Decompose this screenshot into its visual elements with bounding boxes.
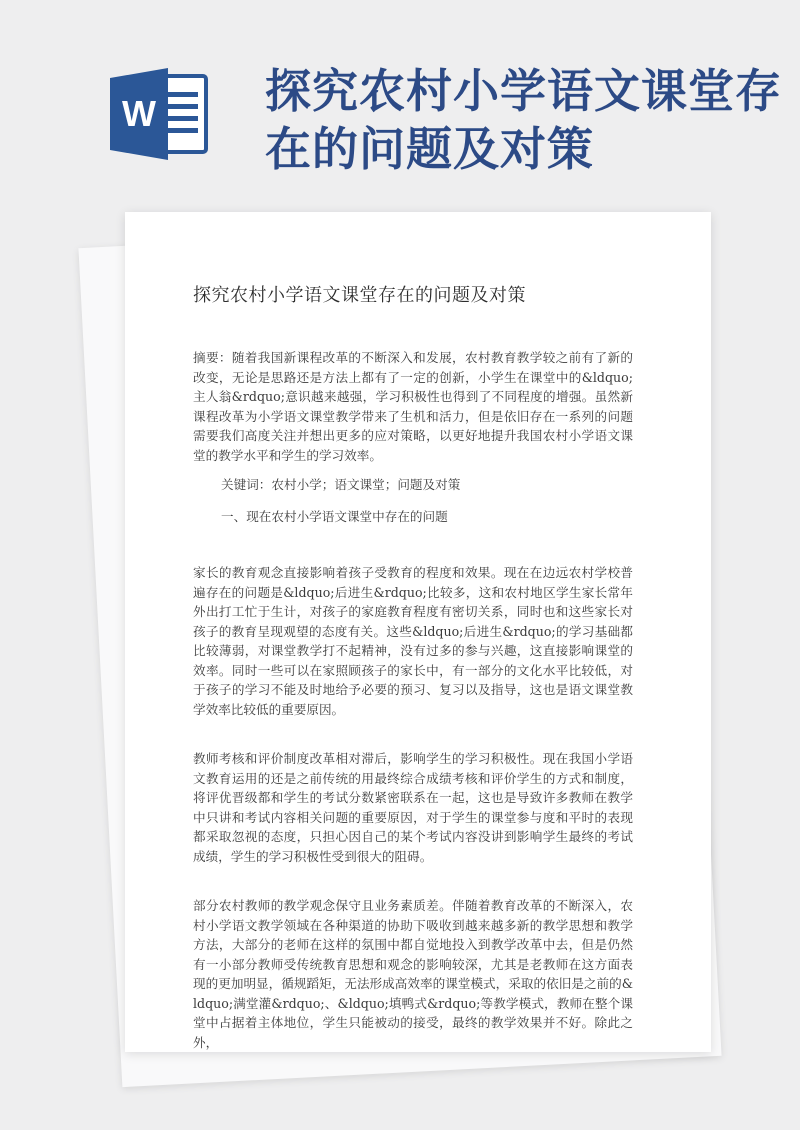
page-title: 探究农村小学语文课堂存在的问题及对策 [265,64,782,176]
section-heading: 一、现在农村小学语文课堂中存在的问题 [221,508,448,524]
document-page [125,212,711,1052]
body-paragraph: 部分农村教师的教学观念保守且业务素质差。伴随着教育改革的不断深入，农村小学语文教学领域在各种渠道的协助下吸收到越来越多新的教学思想和教学方法，大部分的老师在这样的氛围中都自觉地投入到教学改革中去，但是仍然有一小部分教师受传统教育思想和观念的影响较深，尤其是老教师在这方面表现的更加明显，循规蹈矩，无法形成高效率的课堂模式，采取的依旧是之前的&ldquo;满堂灌&rdquo;、&ldquo;填鸭式&rdquo;等教学模式，教师在整个课堂中占据着主体地位，学生只能被动的接受，最终的教学效果并不好。除此之外， [193,898,633,1050]
document-title: 探究农村小学语文课堂存在的问题及对策 [193,285,526,306]
keywords-line: 关键词：农村小学；语文课堂；问题及对策 [221,477,461,492]
word-document-icon [110,68,210,160]
word-icon-letter: W [122,93,156,134]
body-paragraph: 家长的教育观念直接影响着孩子受教育的程度和效果。现在在边远农村学校普遍存在的问题是&ldquo;后进生&rdquo;比较多，这和农村地区学生家长常年外出打工忙于生计，对孩子的家庭教育程度有密切关系，同时也和这些家长对孩子的教育呈现观望的态度有关。这些&ldquo;后进生&rdquo;的学习基础都比较薄弱，对课堂教学打不起精神，没有过多的参与兴趣，这直接影响课堂的效率。同时一些可以在家照顾孩子的家长中，有一部分的文化水平比较低，对于孩子的学习不能及时地给予必要的预习、复习以及指导，这也是语文课堂教学效率比较低的重要原因。 [193,565,633,717]
body-paragraph: 教师考核和评价制度改革相对滞后，影响学生的学习积极性。现在我国小学语文教育运用的还是之前传统的用最终综合成绩考核和评价学生的方式和制度，将评优晋级都和学生的考试分数紧密联系在一起，这也是导致许多教师在教学中只讲和考试内容相关问题的重要原因，对于学生的课堂参与度和平时的表现都采取忽视的态度，只担心因自己的某个考试内容没讲到影响学生最终的考试成绩，学生的学习积极性受到很大的阻碍。 [193,751,633,864]
abstract-paragraph: 摘要：随着我国新课程改革的不断深入和发展，农村教育教学较之前有了新的改变，无论是思路还是方法上都有了一定的创新，小学生在课堂中的&ldquo;主人翁&rdquo;意识越来越强，学习积极性也得到了不同程度的增强。虽然新课程改革为小学语文课堂教学带来了生机和活力，但是依旧存在一系列的问题需要我们高度关注并想出更多的应对策略，以更好地提升我国农村小学语文课堂的教学水平和学生的学习效率。 [193,350,633,463]
document-body [193,284,633,1052]
